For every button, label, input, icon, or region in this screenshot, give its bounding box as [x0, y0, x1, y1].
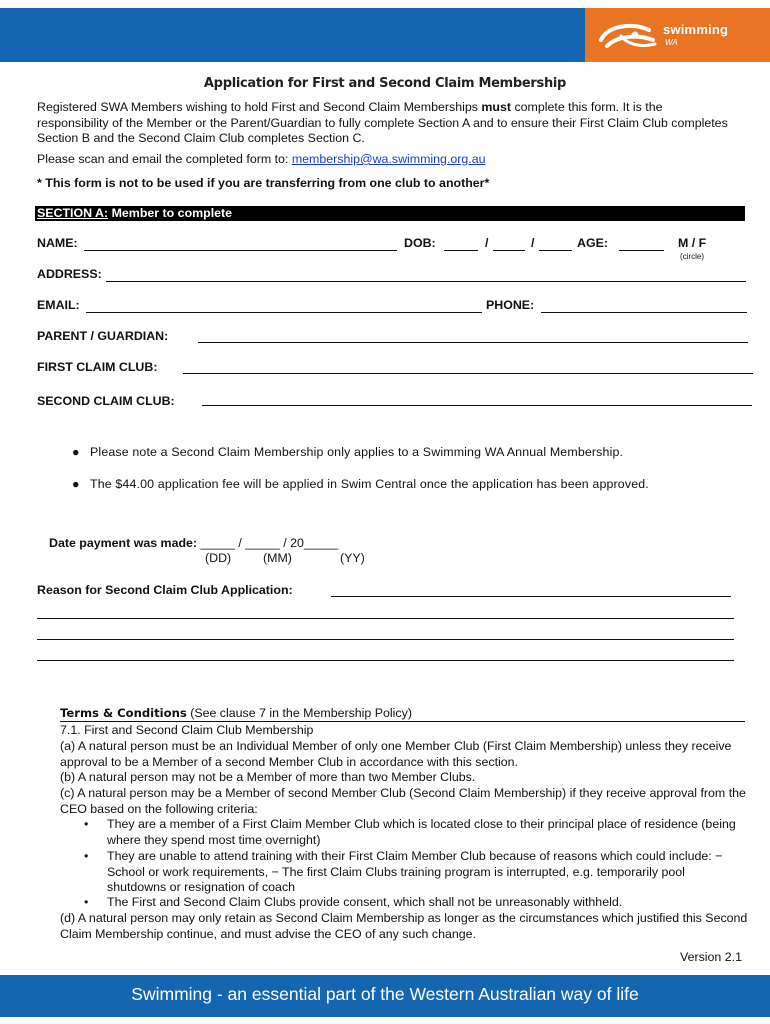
parent-guardian-label: PARENT / GUARDIAN:	[37, 329, 169, 343]
payment-yy-hint: (YY)	[340, 551, 365, 565]
bullet-icon: ●	[72, 445, 80, 459]
bullet-icon: ●	[72, 477, 80, 491]
dob-day-field[interactable]	[444, 250, 478, 251]
age-label: AGE:	[577, 236, 608, 250]
bullet-icon: •	[84, 895, 89, 909]
swirl-logo-icon	[597, 18, 659, 54]
dob-year-field[interactable]	[539, 250, 572, 251]
dob-separator: /	[531, 236, 535, 250]
age-field[interactable]	[619, 250, 664, 251]
second-claim-club-field[interactable]	[202, 405, 752, 406]
terms-clause-a: (a) A natural person must be an Individual Member of only one Member Club (First Claim Membership) unless they receive approval to be a Member of a second Member Club in accordance with this section.	[60, 739, 732, 769]
first-claim-club-label: FIRST CLAIM CLUB:	[37, 360, 158, 374]
membership-email-link[interactable]: membership@wa.swimming.org.au	[291, 152, 486, 166]
first-claim-club-field[interactable]	[183, 373, 753, 374]
terms-divider	[60, 721, 745, 722]
email-field[interactable]	[86, 312, 482, 313]
second-claim-club-label: SECOND CLAIM CLUB:	[37, 394, 175, 408]
note-item: Please note a Second Claim Membership only applies to a Swimming WA Annual Membership.	[90, 445, 624, 459]
scan-instruction: Please scan and email the completed form to: membership@wa.swimming.org.au	[37, 152, 486, 166]
address-field[interactable]	[106, 281, 746, 282]
terms-clause-b: (b) A natural person may not be a Member of more than two Member Clubs.	[60, 770, 476, 784]
terms-heading: Terms & Conditions (See clause 7 in the Membership Policy)	[60, 706, 412, 720]
footer-tagline: Swimming - an essential part of the Western Australian way of life	[131, 984, 639, 1004]
section-a-heading: SECTION A: Member to complete	[35, 206, 745, 221]
terms-criterion: They are a member of a First Claim Member Club which is located close to their principal place of residence (being where they spend most time overnight)	[107, 817, 736, 847]
bullet-icon: •	[84, 849, 89, 863]
gender-options[interactable]: M / F	[678, 236, 707, 250]
payment-dd-hint: (DD)	[205, 551, 232, 565]
phone-field[interactable]	[541, 312, 747, 313]
dob-separator: /	[485, 236, 489, 250]
note-item: The $44.00 application fee will be applied in Swim Central once the application has been approved.	[90, 477, 649, 491]
gender-note: (circle)	[680, 252, 704, 261]
dob-label: DOB:	[404, 236, 436, 250]
reason-line[interactable]	[37, 660, 734, 661]
terms-criterion: They are unable to attend training with their First Claim Member Club because of reasons which could include: − School or work requirements, − The first Claim Clubs training program is interrupted, e.g. temporarily pool shutdowns or resignation of coach	[107, 849, 723, 895]
logo-sub: WA	[665, 38, 678, 47]
reason-line[interactable]	[37, 618, 734, 619]
dob-month-field[interactable]	[493, 250, 525, 251]
name-field[interactable]	[84, 250, 397, 251]
payment-date-label: Date payment was made: _____ / _____ / 20_____	[49, 536, 339, 550]
payment-mm-hint: (MM)	[263, 551, 292, 565]
document-title: Application for First and Second Claim Membership	[203, 76, 567, 91]
address-label: ADDRESS:	[37, 267, 102, 281]
payment-date-field[interactable]: _____ / _____ / 20_____	[200, 536, 339, 550]
logo-word: swimming	[663, 22, 729, 37]
name-label: NAME:	[37, 236, 78, 250]
transfer-warning: * This form is not to be used if you are transferring from one club to another*	[37, 176, 490, 190]
bullet-icon: •	[84, 817, 89, 831]
intro-paragraph: Registered SWA Members wishing to hold First and Second Claim Memberships must complete this form. It is the responsibility of the Member or the Parent/Guardian to fully complete Section A and to ensure their First Claim Club completes Section B and the Second Claim Club completes Section C.	[37, 100, 728, 145]
reason-line[interactable]	[37, 639, 734, 640]
version-label: Version 2.1	[680, 950, 742, 964]
terms-criterion: The First and Second Claim Clubs provide consent, which shall not be unreasonably withheld.	[107, 895, 623, 909]
terms-clause-title: 7.1. First and Second Claim Club Membership	[60, 723, 314, 737]
parent-guardian-field[interactable]	[198, 342, 748, 343]
terms-clause-d: (d) A natural person may only retain as Second Claim Membership as longer as the circumstances which justified this Second Claim Membership continue, and must advise the CEO of any such change.	[60, 911, 748, 941]
terms-clause-c: (c) A natural person may be a Member of second Member Club (Second Claim Membership) if they receive approval from the CEO based on the following criteria:	[60, 786, 746, 816]
email-label: EMAIL:	[37, 298, 80, 312]
reason-field[interactable]	[331, 596, 731, 597]
phone-label: PHONE:	[486, 298, 535, 312]
reason-label: Reason for Second Claim Club Application:	[37, 583, 293, 597]
